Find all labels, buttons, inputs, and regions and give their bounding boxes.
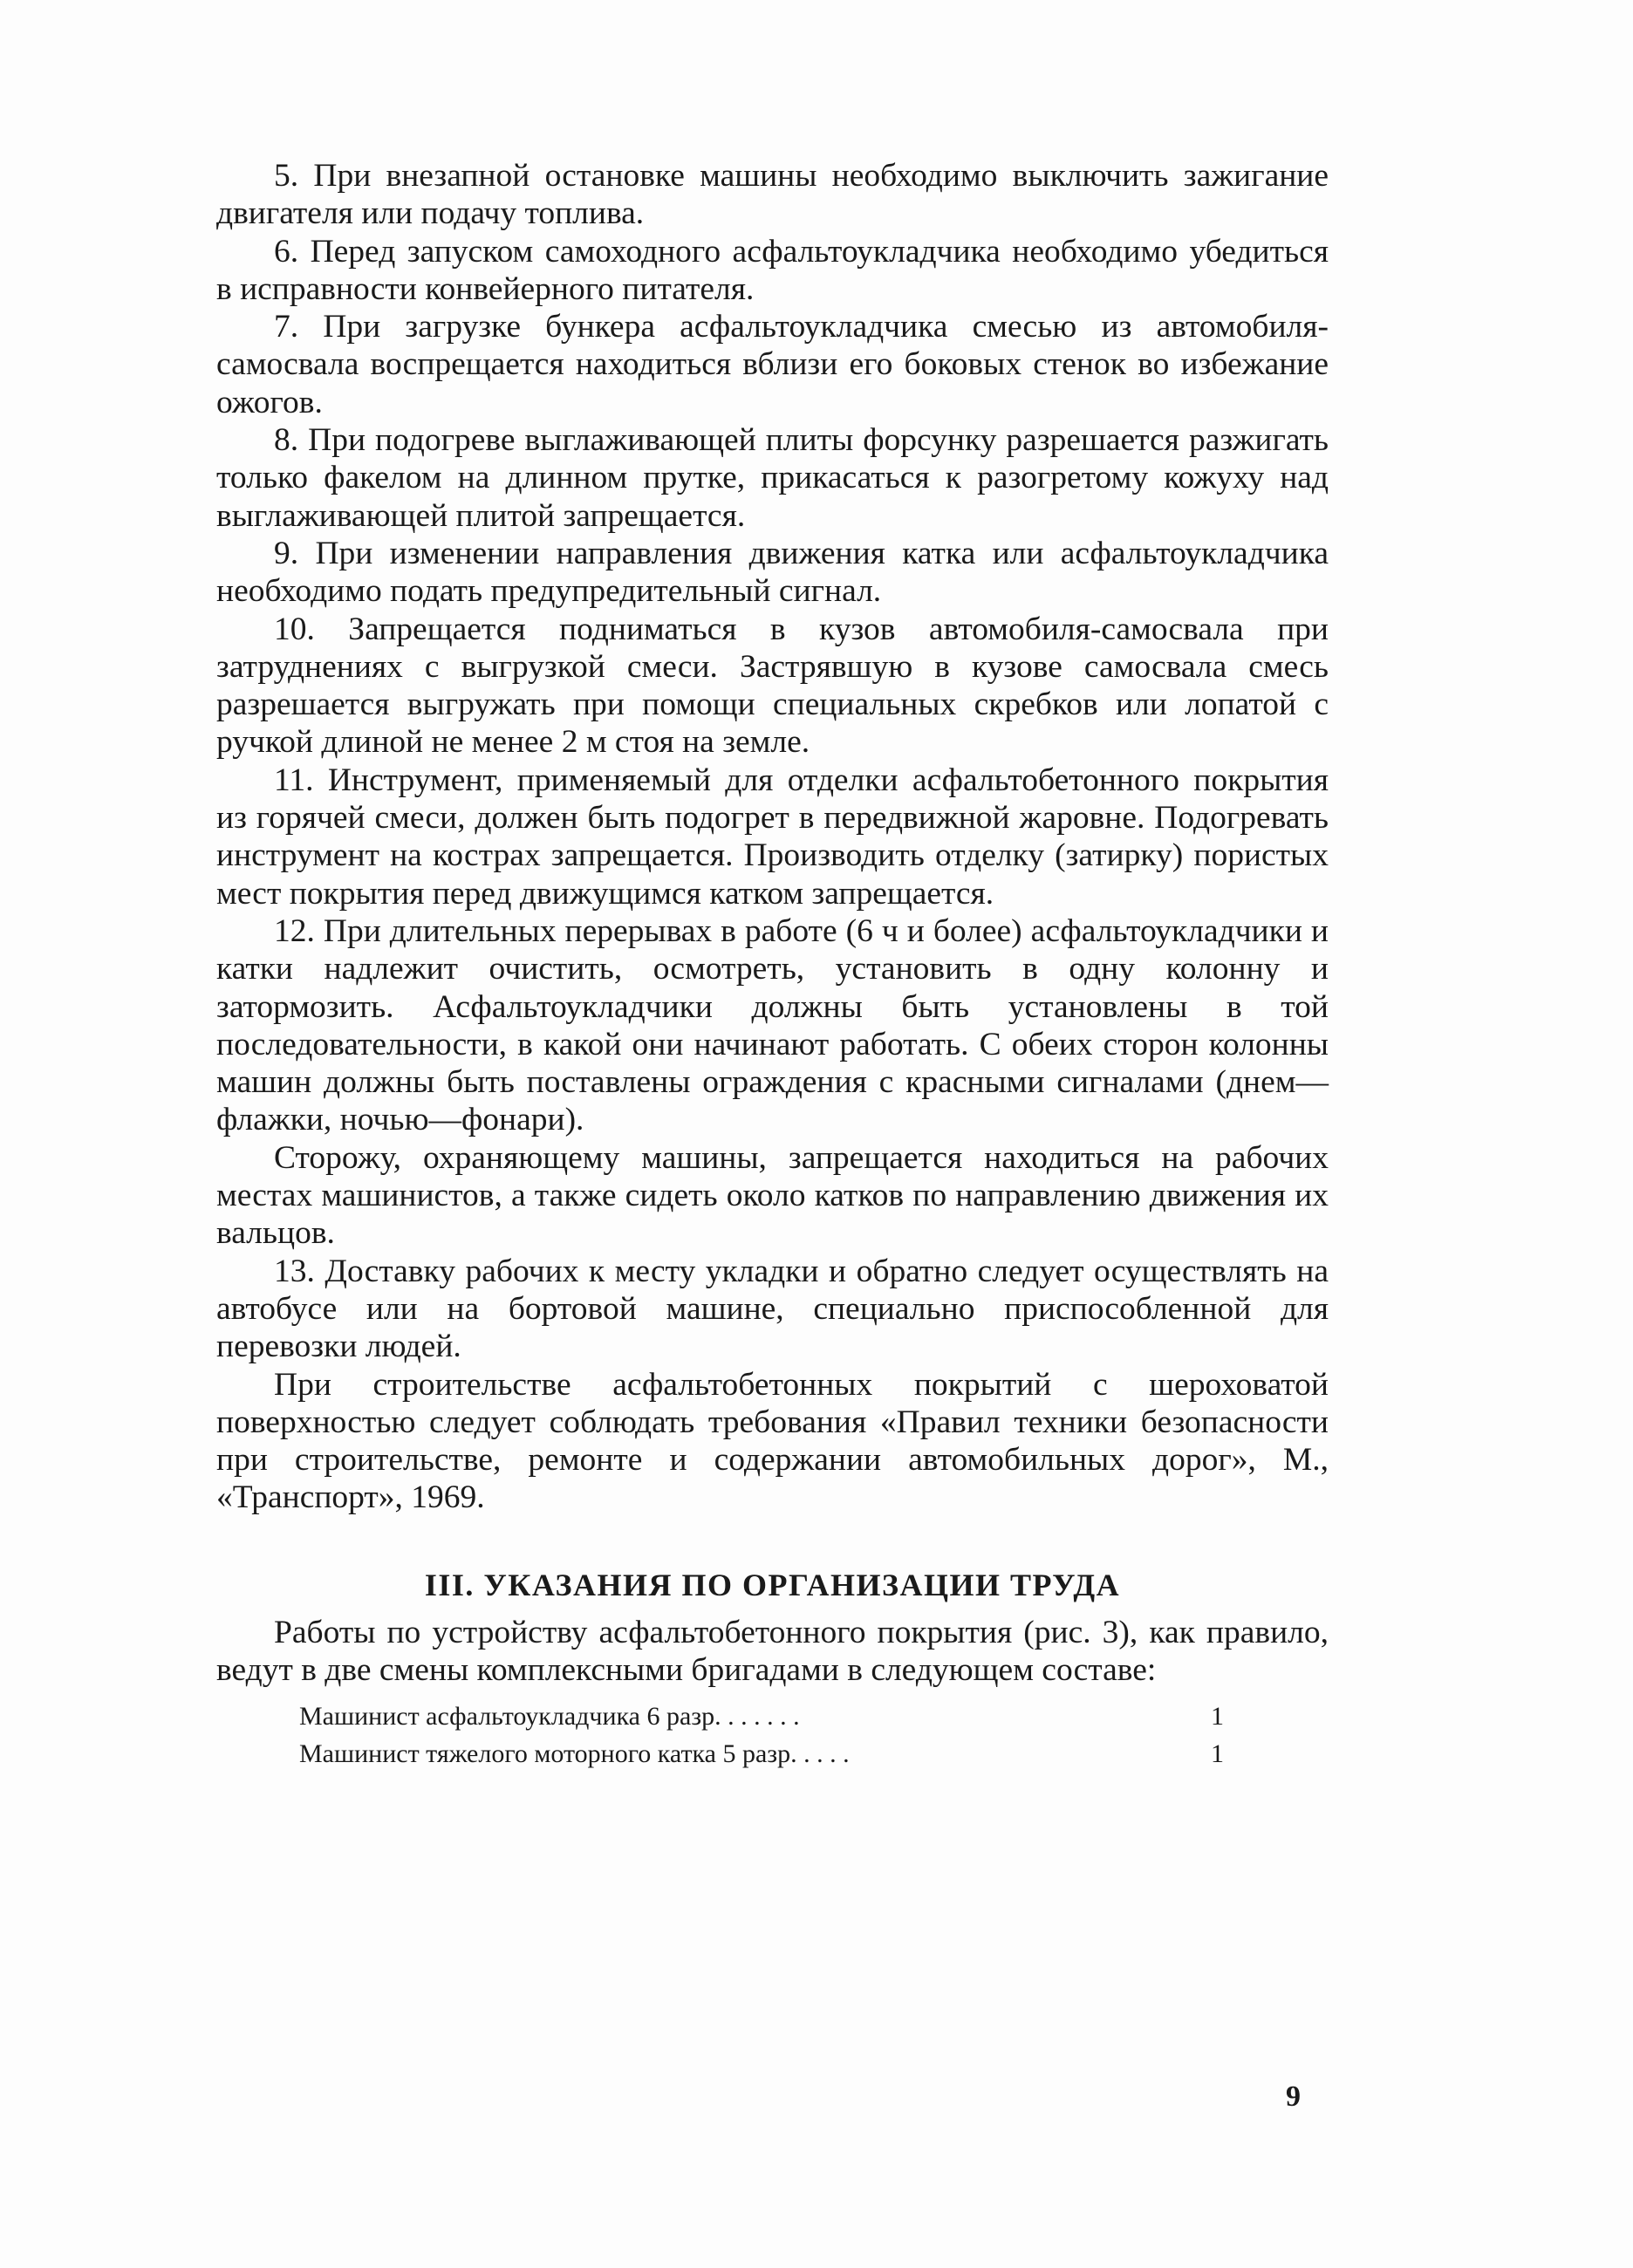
page-number: 9: [1286, 2080, 1301, 2113]
paragraph-item-9: 9. При изменении направления движения катка или асфальтоукладчика необходимо подать предупредительный сигнал.: [216, 535, 1329, 610]
paragraph-watchman: Сторожу, охраняющему машины, запрещается находиться на рабочих местах машинистов, а также сидеть около катков по направлению движения их вальцов.: [216, 1139, 1329, 1252]
crew-list: [216, 1698, 1329, 1773]
crew-count: 1: [1211, 1739, 1224, 1769]
crew-row: [216, 1735, 1329, 1773]
paragraph-item-12: 12. При длительных перерывах в работе (6 ч и более) асфальтоукладчики и катки надлежит очистить, осмотреть, установить в одну колонну и затормозить. Асфальтоукладчики должны быть установлены в той последовательности, в какой они начинают работать. С обеих сторон колонны машин должны быть поставлены ограждения с красными сигналами (днем—флажки, ночью—фонари).: [216, 912, 1329, 1138]
section-heading: III. УКАЗАНИЯ ПО ОРГАНИЗАЦИИ ТРУДА: [424, 1567, 1121, 1602]
paragraph-item-13: 13. Доставку рабочих к месту укладки и обратно следует осуществлять на автобусе или на бортовой машине, специально приспособленной для перевозки людей.: [216, 1253, 1329, 1365]
crew-role: Машинист тяжелого моторного катка 5 разр. . . . .: [299, 1739, 850, 1769]
paragraph-item-7: 7. При загрузке бункера асфальтоукладчика смесью из автомобиля-самосвала воспрещается находиться вблизи его боковых стенок во избежание ожогов.: [216, 309, 1329, 420]
page-body: [216, 157, 1329, 1773]
section-intro: Работы по устройству асфальтобетонного покрытия (рис. 3), как правило, ведут в две смены комплексными бригадами в следующем составе:: [216, 1614, 1329, 1688]
paragraph-rough-surface: При строительстве асфальтобетонных покрытий с шероховатой поверхностью следует соблюдать требования «Правил техники безопасности при строительстве, ремонте и содержании автомобильных дорог», М., «Транспорт», 1969.: [216, 1366, 1329, 1516]
paragraph-item-11: 11. Инструмент, применяемый для отделки асфальтобетонного покрытия из горячей смеси, должен быть подогрет в передвижной жаровне. Подогревать инструмент на кострах запрещается. Производить отделку (затирку) пористых мест покрытия перед движущимся катком запрещается.: [216, 762, 1329, 912]
paragraph-item-5: 5. При внезапной остановке машины необходимо выключить зажигание двигателя или подачу топлива.: [216, 158, 1329, 232]
paragraph-item-10: 10. Запрещается подниматься в кузов автомобиля-самосвала при затруднениях с выгрузкой смеси. Застрявшую в кузове самосвала смесь разрешается выгружать при помощи специальных скребков или лопатой с ручкой длиной не менее 2 м стоя на земле.: [216, 611, 1329, 761]
crew-count: 1: [1211, 1702, 1224, 1732]
crew-row: [216, 1698, 1329, 1735]
paragraph-item-6: 6. Перед запуском самоходного асфальтоукладчика необходимо убедиться в исправности конвейерного питателя.: [216, 233, 1329, 307]
paragraph-item-8: 8. При подогреве выглаживающей плиты форсунку разрешается разжигать только факелом на длинном прутке, прикасаться к разогретому кожуху над выглаживающей плитой запрещается.: [216, 422, 1329, 534]
crew-role: Машинист асфальтоукладчика 6 разр. . . . . . .: [299, 1702, 800, 1732]
